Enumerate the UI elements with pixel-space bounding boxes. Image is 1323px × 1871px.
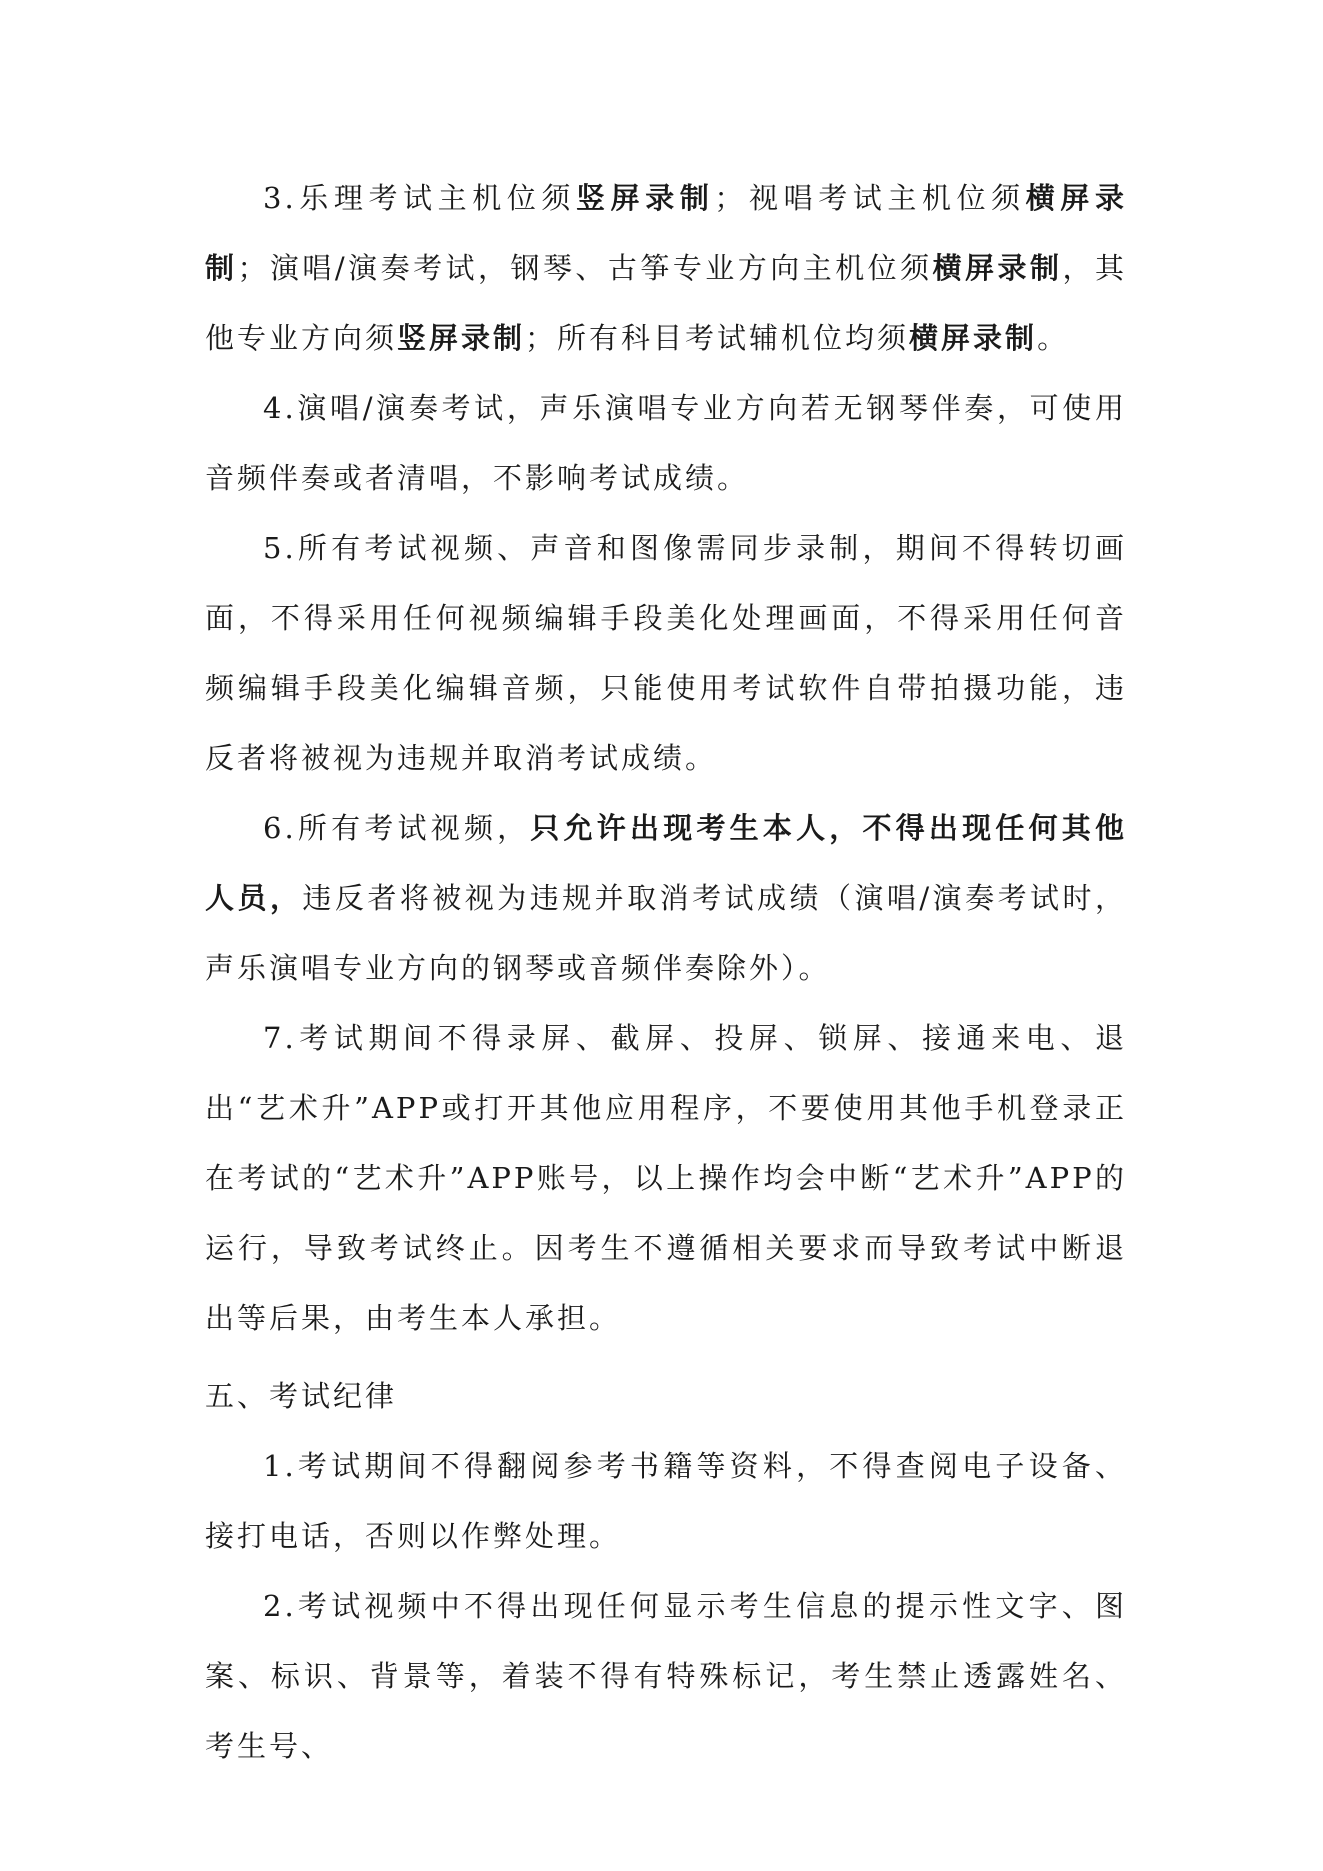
item-3-text-2: ；视唱考试主机位须: [714, 181, 1026, 215]
item-6-text-2: 违反者将被视为违规并取消考试成绩（演唱/演奏考试时，声乐演唱专业方向的钢琴或音频伴奏除外）。: [205, 881, 1127, 985]
item-7-paragraph: 7.考试期间不得录屏、截屏、投屏、锁屏、接通来电、退出“艺术升”APP或打开其他应用程序，不要使用其他手机登录正在考试的“艺术升”APP账号，以上操作均会中断“艺术升”APP的运行，导致考试终止。因考生不遵循相关要求而导致考试中断退出等后果，由考生本人承担。: [205, 1021, 1127, 1335]
document-page: [205, 163, 1127, 1781]
item-3-bold-4: 竖屏录制: [397, 321, 526, 355]
item-5-paragraph: 5.所有考试视频、声音和图像需同步录制，期间不得转切画面，不得采用任何视频编辑手段美化处理画面，不得采用任何音频编辑手段美化编辑音频，只能使用考试软件自带拍摄功能，违反者将被视为违规并取消考试成绩。: [205, 531, 1127, 775]
item-6-text-1: 6.所有考试视频，: [263, 811, 531, 845]
item-3-bold-5: 横屏录制: [909, 321, 1038, 355]
section-5-heading: 五、考试纪律: [205, 1379, 398, 1413]
item-3-text-5: ；所有科目考试辅机位均须: [525, 321, 910, 355]
item-3-bold-2: 横屏录制: [205, 181, 1127, 285]
item-6-bold-1: 只允许出现考生本人，不得出现任何其他人员，: [205, 811, 1127, 915]
item-3-bold-3: 横屏录制: [932, 251, 1063, 285]
item-3-text-6: 。: [1037, 321, 1070, 355]
item-6-paragraph: [205, 793, 1127, 1003]
section-5-item-1-paragraph: 1.考试期间不得翻阅参考书籍等资料，不得查阅电子设备、接打电话，否则以作弊处理。: [205, 1449, 1127, 1553]
item-3-paragraph: [205, 163, 1127, 373]
item-3-text-4: ，其他专业方向须: [205, 251, 1127, 355]
item-4-paragraph: 4.演唱/演奏考试，声乐演唱专业方向若无钢琴伴奏，可使用音频伴奏或者清唱，不影响考试成绩。: [205, 391, 1127, 495]
item-3-text-3: ；演唱/演奏考试，钢琴、古筝专业方向主机位须: [237, 251, 933, 285]
item-3-bold-1: 竖屏录制: [576, 181, 715, 215]
item-3-text-1: 3.乐理考试主机位须: [263, 181, 577, 215]
section-5-item-2-paragraph: 2.考试视频中不得出现任何显示考生信息的提示性文字、图案、标识、背景等，着装不得有特殊标记，考生禁止透露姓名、考生号、: [205, 1589, 1127, 1763]
